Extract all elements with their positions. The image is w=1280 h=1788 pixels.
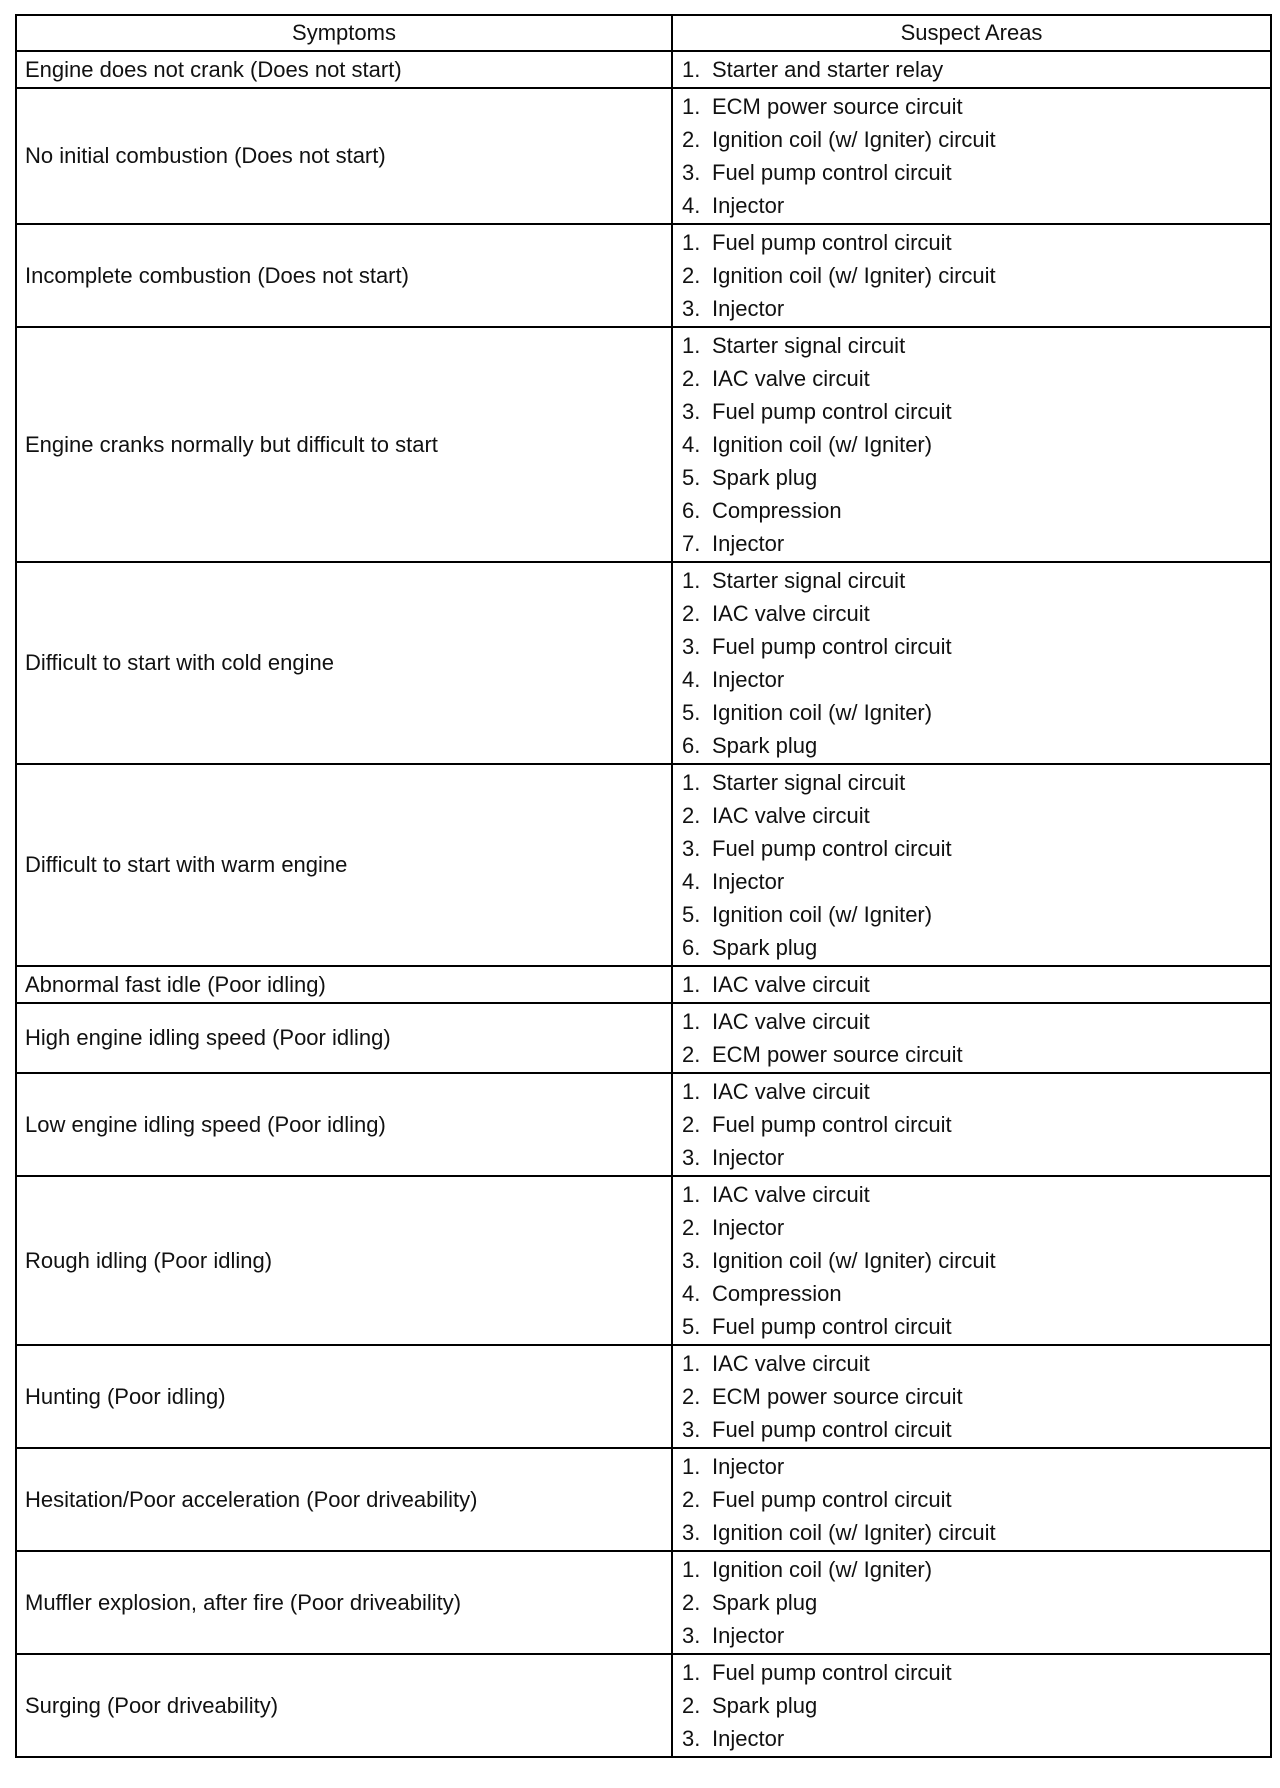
item-number: 2.: [682, 1112, 701, 1137]
symptom-cell: Engine cranks normally but difficult to start: [16, 327, 672, 562]
item-number: 2.: [682, 1487, 701, 1512]
symptom-cell: Difficult to start with warm engine: [16, 764, 672, 966]
item-text: Injector: [712, 1145, 785, 1170]
suspect-area-item: [682, 395, 1270, 428]
suspect-area-item: [682, 630, 1270, 663]
item-text: Starter signal circuit: [712, 770, 906, 795]
suspect-areas-cell: [672, 1551, 1271, 1654]
item-text: Ignition coil (w/ Igniter) circuit: [712, 127, 996, 152]
item-text: Injector: [712, 296, 785, 321]
suspect-area-item: [682, 292, 1270, 325]
item-number: 4.: [682, 869, 701, 894]
item-text: IAC valve circuit: [712, 803, 870, 828]
suspect-area-item: [682, 931, 1270, 964]
suspect-area-item: [682, 53, 1270, 86]
suspect-area-item: [682, 1005, 1270, 1038]
item-number: 2.: [682, 1042, 701, 1067]
item-text: Injector: [712, 1454, 785, 1479]
item-number: 2.: [682, 1590, 701, 1615]
item-number: 2.: [682, 1693, 701, 1718]
item-text: Starter and starter relay: [712, 57, 944, 82]
suspect-area-item: [682, 898, 1270, 931]
suspect-areas-cell: [672, 224, 1271, 327]
suspect-area-item: [682, 968, 1270, 1001]
suspect-area-item: [682, 1413, 1270, 1446]
table-body: [16, 51, 1271, 1757]
item-text: Spark plug: [712, 1693, 818, 1718]
item-text: Starter signal circuit: [712, 333, 906, 358]
item-number: 3.: [682, 1417, 701, 1442]
suspect-areas-cell: [672, 1448, 1271, 1551]
suspect-area-item: [682, 865, 1270, 898]
item-number: 1.: [682, 230, 701, 255]
symptom-cell: No initial combustion (Does not start): [16, 88, 672, 224]
symptom-cell: Difficult to start with cold engine: [16, 562, 672, 764]
item-number: 3.: [682, 160, 701, 185]
suspect-area-item: [682, 1108, 1270, 1141]
suspect-area-item: [682, 766, 1270, 799]
item-number: 3.: [682, 634, 701, 659]
item-number: 5.: [682, 1314, 701, 1339]
item-text: Compression: [712, 1281, 842, 1306]
symptom-cell: Engine does not crank (Does not start): [16, 51, 672, 88]
table-row: [16, 1551, 1271, 1654]
item-number: 2.: [682, 366, 701, 391]
symptom-cell: Rough idling (Poor idling): [16, 1176, 672, 1345]
suspect-area-item: [682, 1277, 1270, 1310]
item-number: 3.: [682, 1145, 701, 1170]
item-number: 1.: [682, 770, 701, 795]
table-row: [16, 562, 1271, 764]
item-text: IAC valve circuit: [712, 601, 870, 626]
item-text: IAC valve circuit: [712, 1079, 870, 1104]
item-text: Injector: [712, 531, 785, 556]
item-text: Ignition coil (w/ Igniter): [712, 902, 933, 927]
item-number: 1.: [682, 1009, 701, 1034]
item-number: 1.: [682, 1079, 701, 1104]
item-text: Injector: [712, 1623, 785, 1648]
suspect-area-item: [682, 461, 1270, 494]
item-number: 3.: [682, 1726, 701, 1751]
symptom-table: [15, 14, 1272, 1758]
item-number: 3.: [682, 1623, 701, 1648]
item-text: Spark plug: [712, 1590, 818, 1615]
suspect-areas-cell: [672, 88, 1271, 224]
symptom-cell: Muffler explosion, after fire (Poor driveability): [16, 1551, 672, 1654]
suspect-area-item: [682, 564, 1270, 597]
suspect-areas-cell: [672, 1654, 1271, 1757]
suspect-area-item: [682, 799, 1270, 832]
suspect-area-item: [682, 696, 1270, 729]
table-row: [16, 966, 1271, 1003]
suspect-area-item: [682, 189, 1270, 222]
table-row: [16, 1176, 1271, 1345]
suspect-area-item: [682, 1619, 1270, 1652]
suspect-area-item: [682, 1722, 1270, 1755]
item-number: 3.: [682, 399, 701, 424]
item-text: ECM power source circuit: [712, 94, 963, 119]
suspect-area-item: [682, 1038, 1270, 1071]
item-number: 1.: [682, 972, 701, 997]
suspect-area-item: [682, 1450, 1270, 1483]
table-row: [16, 1448, 1271, 1551]
symptom-cell: High engine idling speed (Poor idling): [16, 1003, 672, 1073]
symptom-cell: Surging (Poor driveability): [16, 1654, 672, 1757]
symptom-cell: Hesitation/Poor acceleration (Poor driveability): [16, 1448, 672, 1551]
symptom-cell: Hunting (Poor idling): [16, 1345, 672, 1448]
item-number: 3.: [682, 1248, 701, 1273]
suspect-area-item: [682, 1211, 1270, 1244]
item-number: 1.: [682, 1660, 701, 1685]
symptom-cell: Low engine idling speed (Poor idling): [16, 1073, 672, 1176]
item-number: 2.: [682, 803, 701, 828]
table-row: [16, 1003, 1271, 1073]
item-number: 4.: [682, 667, 701, 692]
item-text: IAC valve circuit: [712, 1351, 870, 1376]
suspect-area-item: [682, 1656, 1270, 1689]
item-text: Fuel pump control circuit: [712, 1314, 952, 1339]
item-text: Fuel pump control circuit: [712, 836, 952, 861]
item-number: 7.: [682, 531, 701, 556]
item-text: Ignition coil (w/ Igniter) circuit: [712, 1248, 996, 1273]
suspect-areas-cell: [672, 764, 1271, 966]
item-text: Ignition coil (w/ Igniter): [712, 700, 933, 725]
item-number: 4.: [682, 432, 701, 457]
table-row: [16, 51, 1271, 88]
suspect-areas-cell: [672, 51, 1271, 88]
suspect-area-item: [682, 90, 1270, 123]
suspect-areas-cell: [672, 1345, 1271, 1448]
table-row: [16, 88, 1271, 224]
item-text: Fuel pump control circuit: [712, 1660, 952, 1685]
item-number: 2.: [682, 601, 701, 626]
suspect-area-item: [682, 494, 1270, 527]
item-number: 3.: [682, 1520, 701, 1545]
item-text: Injector: [712, 1726, 785, 1751]
header-row: [16, 15, 1271, 51]
table-row: [16, 224, 1271, 327]
item-text: Ignition coil (w/ Igniter): [712, 1557, 933, 1582]
suspect-area-item: [682, 1483, 1270, 1516]
suspect-area-item: [682, 1075, 1270, 1108]
suspect-area-item: [682, 1347, 1270, 1380]
item-text: Fuel pump control circuit: [712, 1417, 952, 1442]
table-row: [16, 1073, 1271, 1176]
suspect-areas-cell: [672, 327, 1271, 562]
item-number: 1.: [682, 333, 701, 358]
item-number: 1.: [682, 94, 701, 119]
item-number: 2.: [682, 127, 701, 152]
item-number: 6.: [682, 935, 701, 960]
suspect-area-item: [682, 1141, 1270, 1174]
suspect-area-item: [682, 663, 1270, 696]
suspect-area-item: [682, 1244, 1270, 1277]
item-text: Ignition coil (w/ Igniter) circuit: [712, 1520, 996, 1545]
item-text: IAC valve circuit: [712, 366, 870, 391]
suspect-area-item: [682, 1380, 1270, 1413]
item-text: Ignition coil (w/ Igniter) circuit: [712, 263, 996, 288]
item-number: 5.: [682, 902, 701, 927]
item-number: 4.: [682, 1281, 701, 1306]
item-number: 1.: [682, 1182, 701, 1207]
suspect-areas-cell: [672, 1003, 1271, 1073]
item-number: 2.: [682, 1215, 701, 1240]
table-row: [16, 1345, 1271, 1448]
symptom-cell: Abnormal fast idle (Poor idling): [16, 966, 672, 1003]
item-text: IAC valve circuit: [712, 972, 870, 997]
item-number: 6.: [682, 733, 701, 758]
item-number: 2.: [682, 1384, 701, 1409]
item-number: 1.: [682, 568, 701, 593]
table-row: [16, 327, 1271, 562]
item-text: Injector: [712, 869, 785, 894]
item-number: 1.: [682, 1557, 701, 1582]
item-text: Injector: [712, 667, 785, 692]
item-text: Fuel pump control circuit: [712, 230, 952, 255]
suspect-areas-header: Suspect Areas: [672, 15, 1271, 51]
item-text: Fuel pump control circuit: [712, 1112, 952, 1137]
suspect-area-item: [682, 832, 1270, 865]
item-number: 5.: [682, 700, 701, 725]
suspect-area-item: [682, 259, 1270, 292]
item-text: Spark plug: [712, 465, 818, 490]
suspect-area-item: [682, 123, 1270, 156]
item-number: 3.: [682, 296, 701, 321]
suspect-area-item: [682, 226, 1270, 259]
item-number: 1.: [682, 57, 701, 82]
suspect-areas-cell: [672, 966, 1271, 1003]
suspect-area-item: [682, 428, 1270, 461]
suspect-area-item: [682, 1178, 1270, 1211]
item-text: Fuel pump control circuit: [712, 634, 952, 659]
table-row: [16, 764, 1271, 966]
suspect-area-item: [682, 1310, 1270, 1343]
suspect-area-item: [682, 597, 1270, 630]
item-text: Injector: [712, 1215, 785, 1240]
item-number: 6.: [682, 498, 701, 523]
item-text: Fuel pump control circuit: [712, 1487, 952, 1512]
item-number: 5.: [682, 465, 701, 490]
item-text: Starter signal circuit: [712, 568, 906, 593]
item-number: 1.: [682, 1351, 701, 1376]
item-text: Spark plug: [712, 935, 818, 960]
item-text: Injector: [712, 193, 785, 218]
item-number: 4.: [682, 193, 701, 218]
suspect-area-item: [682, 729, 1270, 762]
item-number: 1.: [682, 1454, 701, 1479]
suspect-area-item: [682, 362, 1270, 395]
item-text: ECM power source circuit: [712, 1384, 963, 1409]
suspect-area-item: [682, 527, 1270, 560]
symptoms-header: Symptoms: [16, 15, 672, 51]
suspect-area-item: [682, 1689, 1270, 1722]
item-number: 3.: [682, 836, 701, 861]
item-text: ECM power source circuit: [712, 1042, 963, 1067]
suspect-areas-cell: [672, 1176, 1271, 1345]
symptom-cell: Incomplete combustion (Does not start): [16, 224, 672, 327]
table-row: [16, 1654, 1271, 1757]
item-text: Compression: [712, 498, 842, 523]
suspect-area-item: [682, 1516, 1270, 1549]
item-text: Fuel pump control circuit: [712, 160, 952, 185]
suspect-areas-cell: [672, 1073, 1271, 1176]
item-text: IAC valve circuit: [712, 1009, 870, 1034]
item-number: 2.: [682, 263, 701, 288]
suspect-area-item: [682, 329, 1270, 362]
suspect-area-item: [682, 1586, 1270, 1619]
suspect-areas-cell: [672, 562, 1271, 764]
item-text: IAC valve circuit: [712, 1182, 870, 1207]
suspect-area-item: [682, 156, 1270, 189]
item-text: Fuel pump control circuit: [712, 399, 952, 424]
item-text: Spark plug: [712, 733, 818, 758]
item-text: Ignition coil (w/ Igniter): [712, 432, 933, 457]
suspect-area-item: [682, 1553, 1270, 1586]
